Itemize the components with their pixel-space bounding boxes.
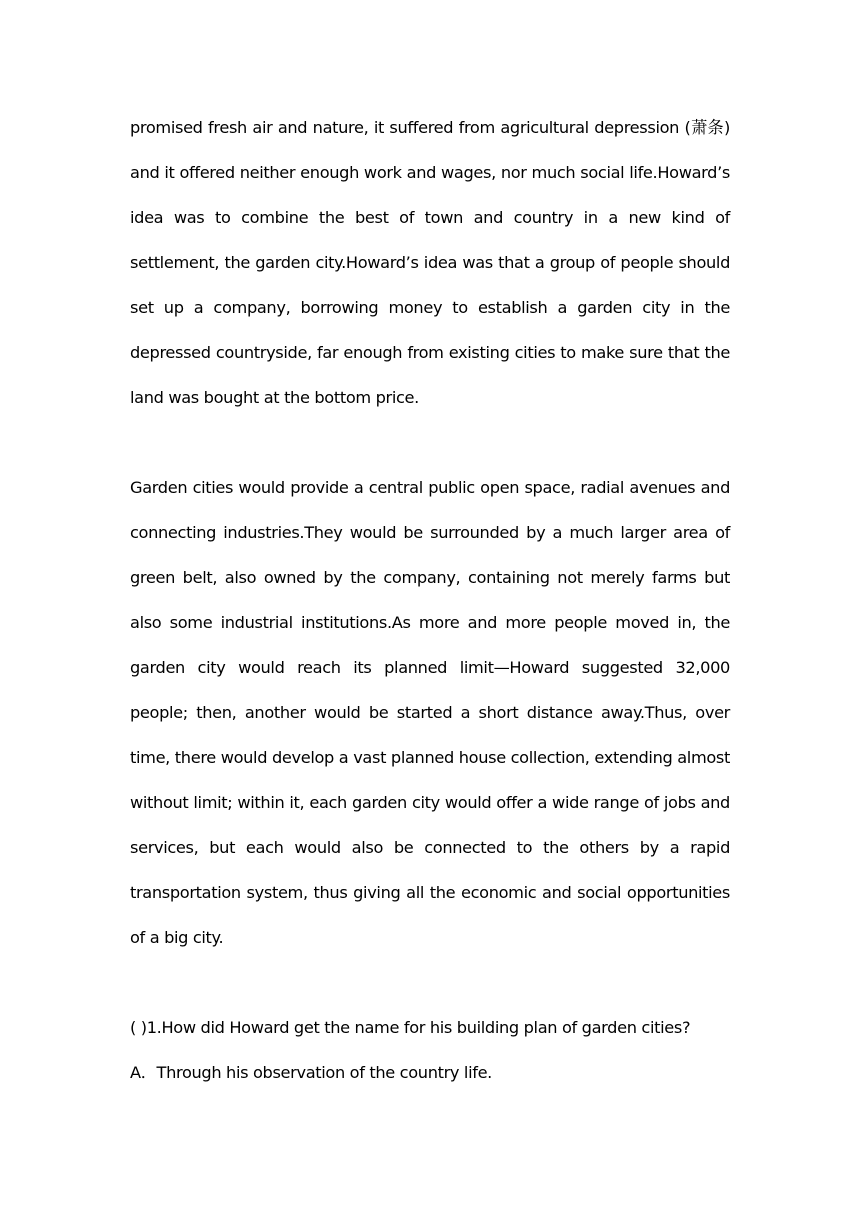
document-content (130, 105, 730, 1095)
question-stem (130, 1005, 730, 1050)
passage-paragraph-2: Garden cities would provide a central public open space, radial avenues and connecting industries.They would be surrounded by a much larger area of green belt, also owned by the company, containing not merely farms but also some industrial institutions.As more and more people moved in, the garden city would reach its planned limit—Howard suggested 32,000 people; then, another would be started a short distance away.Thus, over time, there would develop a vast planned house collection, extending almost without limit; within it, each garden city would offer a wide range of jobs and services, but each would also be connected to the others by a rapid transportation system, thus giving all the economic and social opportunities of a big city. (130, 478, 730, 947)
option-a: A．Through his observation of the country life. (130, 1063, 492, 1082)
question-1 (130, 1005, 730, 1095)
question-text: 1.How did Howard get the name for his building plan of garden cities? (146, 1018, 691, 1037)
passage-paragraph-1: promised fresh air and nature, it suffered from agricultural depression (萧条) and it offered neither enough work and wages, nor much social life.Howard’s idea was to combine the best of town and country in a new kind of settlement, the garden city.Howard’s idea was that a group of people should set up a company, borrowing money to establish a garden city in the depressed countryside, far enough from existing cities to make sure that the land was bought at the bottom price. (130, 118, 730, 407)
answer-blank: ( ) (130, 1018, 147, 1037)
